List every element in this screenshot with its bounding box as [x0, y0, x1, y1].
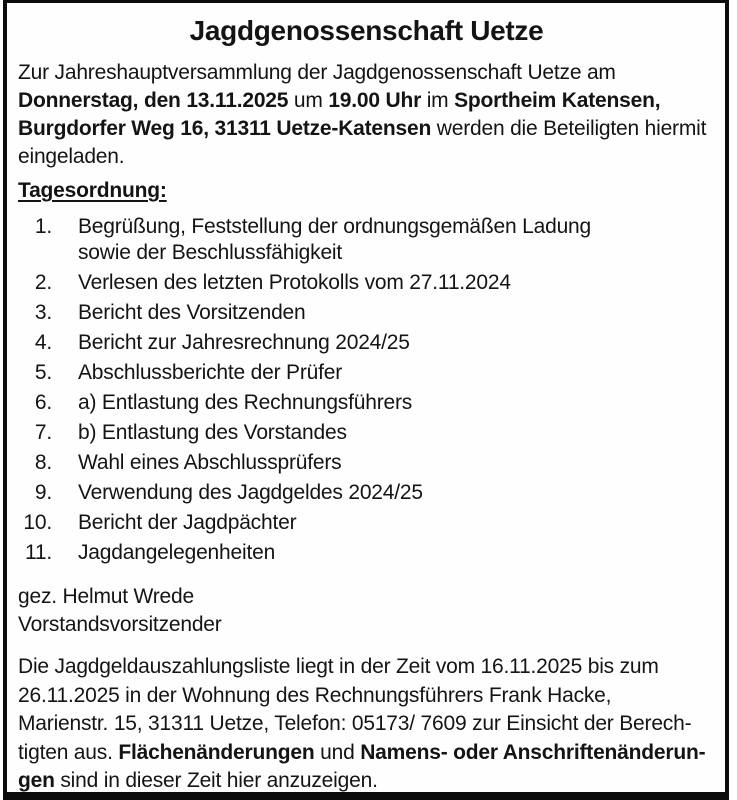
agenda-item-text: Bericht der Jagdpächter — [78, 511, 297, 534]
agenda-item-text: b) Entlastung des Vorstandes — [78, 421, 347, 444]
announcement-border-box — [3, 0, 729, 800]
agenda-item-text: Verlesen des letzten Protokolls vom 27.11.2024 — [78, 271, 511, 294]
agenda-item-number: 6. — [34, 391, 52, 414]
page-title: Jagdgenossenschaft Uetze — [189, 15, 544, 46]
closing-line: tigten aus. Flächenänderungen und Namens- oder Anschriftenänderun- — [18, 740, 706, 764]
agenda-item — [18, 480, 715, 506]
agenda-item-number: 11. — [24, 541, 52, 564]
agenda-heading: Tagesordnung: — [18, 179, 167, 202]
agenda-list — [18, 214, 715, 566]
agenda-item-number: 2. — [34, 271, 52, 294]
agenda-item-text: Jagdangelegenheiten — [78, 541, 276, 564]
signature-role: Vorstandsvorsitzender — [18, 613, 222, 636]
agenda-item-text: Begrüßung, Feststellung der ordnungsgemäßen Ladung sowie der Beschlussfähigkeit — [78, 215, 592, 264]
agenda-item-number: 10. — [23, 511, 52, 534]
intro-line: eingeladen. — [18, 145, 125, 168]
agenda-item — [18, 450, 715, 476]
agenda-item-text: Verwendung des Jagdgeldes 2024/25 — [78, 481, 423, 504]
agenda-item — [18, 420, 715, 446]
closing-paragraph — [18, 653, 715, 796]
agenda-item-number: 3. — [34, 301, 52, 324]
agenda-item — [18, 270, 715, 296]
agenda-item-text: Abschlussberichte der Prüfer — [78, 361, 343, 384]
intro-line: Zur Jahreshauptversammlung der Jagdgenossenschaft Uetze am — [18, 61, 616, 84]
agenda-item — [18, 510, 715, 536]
intro-paragraph — [18, 59, 715, 171]
agenda-item-number: 5. — [34, 361, 52, 384]
signature-name: gez. Helmut Wrede — [18, 585, 194, 608]
agenda-item — [18, 540, 715, 566]
agenda-item-text: Wahl eines Abschlussprüfers — [78, 451, 342, 474]
agenda-item-text: a) Entlastung des Rechnungsführers — [78, 391, 413, 414]
agenda-item — [18, 214, 715, 266]
agenda-item — [18, 330, 715, 356]
agenda-item-number: 7. — [34, 421, 52, 444]
signature-block — [18, 583, 715, 639]
agenda-item — [18, 390, 715, 416]
closing-line: Marienstr. 15, 31311 Uetze, Telefon: 05173/ 7609 zur Einsicht der Berech- — [18, 712, 692, 735]
agenda-item-text: Bericht des Vorsitzenden — [78, 301, 306, 324]
agenda-item — [18, 360, 715, 386]
agenda-item-number: 1. — [34, 215, 52, 238]
agenda-item-number: 9. — [34, 481, 52, 504]
intro-line: Burgdorfer Weg 16, 31311 Uetze-Katensen werden die Beteiligten hiermit — [18, 117, 707, 140]
agenda-item-text: Bericht zur Jahresrechnung 2024/25 — [78, 331, 410, 354]
closing-line: gen sind in dieser Zeit hier anzuzeigen. — [18, 769, 378, 792]
intro-line: Donnerstag, den 13.11.2025 um 19.00 Uhr im Sportheim Katensen, — [18, 89, 661, 112]
agenda-item-number: 4. — [34, 331, 52, 354]
agenda-item-number: 8. — [34, 451, 52, 474]
agenda-item — [18, 300, 715, 326]
closing-line: 26.11.2025 in der Wohnung des Rechnungsführers Frank Hacke, — [18, 683, 612, 707]
closing-line: Die Jagdgeldauszahlungsliste liegt in der Zeit vom 16.11.2025 bis zum — [18, 655, 659, 678]
